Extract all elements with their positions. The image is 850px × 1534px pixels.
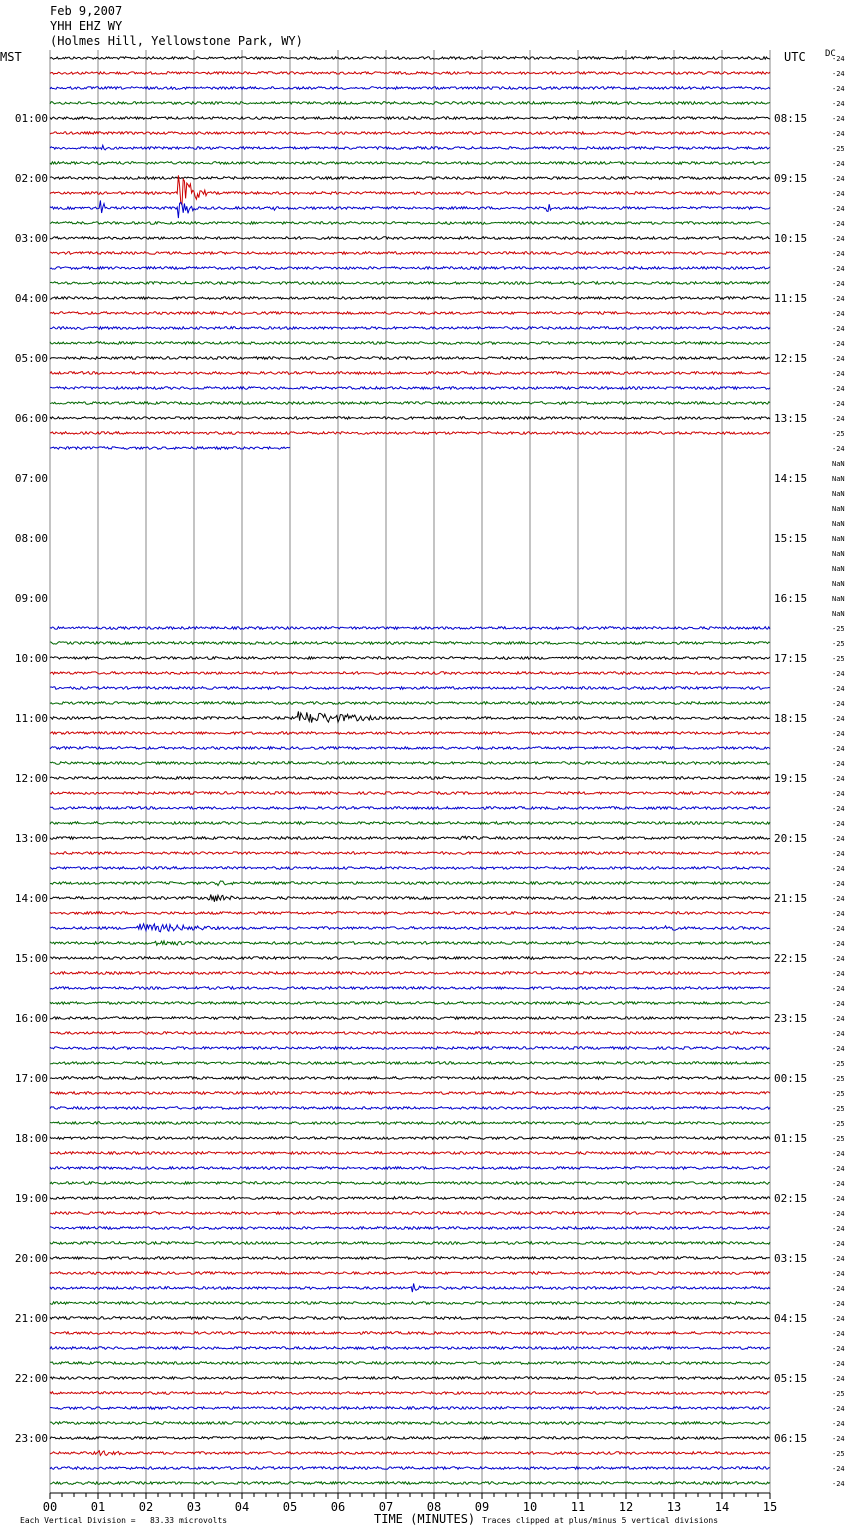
left-time-label: 11:00 <box>14 712 48 725</box>
right-time-label: 05:15 <box>774 1372 808 1385</box>
trace-18 <box>50 327 770 330</box>
dc-offset-label: -24 <box>832 1300 845 1308</box>
right-time-label: 18:15 <box>774 712 808 725</box>
trace-70 <box>50 1107 770 1110</box>
dc-offset-label: -25 <box>832 1120 845 1128</box>
trace-66 <box>50 1047 770 1050</box>
trace-51 <box>50 822 770 825</box>
left-time-label: 23:00 <box>14 1432 48 1445</box>
right-time-label: 16:15 <box>774 592 808 605</box>
clip-note: Traces clipped at plus/minus 5 vertical divisions <box>482 1516 719 1525</box>
dc-offset-label: -25 <box>832 1090 845 1098</box>
left-time-label: 13:00 <box>14 832 48 845</box>
x-tick-label: 06 <box>330 1500 346 1514</box>
dc-offset-label: -24 <box>832 1405 845 1413</box>
dc-offset-label: -24 <box>832 1210 845 1218</box>
dc-offset-label: -24 <box>832 1345 845 1353</box>
x-tick-label: 05 <box>282 1500 298 1514</box>
trace-11 <box>50 222 770 225</box>
trace-1 <box>50 72 770 75</box>
dc-offset-label: NaN <box>832 595 845 603</box>
right-time-label: 12:15 <box>774 352 808 365</box>
right-time-label: 04:15 <box>774 1312 808 1325</box>
left-time-label: 15:00 <box>14 952 48 965</box>
trace-57 <box>50 912 770 915</box>
dc-offset-label: -24 <box>832 715 845 723</box>
trace-45 <box>50 732 770 735</box>
dc-offset-label: NaN <box>832 550 845 558</box>
trace-94 <box>50 1467 770 1470</box>
dc-offset-label: -24 <box>832 925 845 933</box>
dc-offset-label: -25 <box>832 1060 845 1068</box>
dc-offset-label: -24 <box>832 985 845 993</box>
trace-19 <box>50 342 770 345</box>
left-time-label: 03:00 <box>14 232 48 245</box>
x-tick-label: 00 <box>42 1500 58 1514</box>
dc-offset-label: -24 <box>832 850 845 858</box>
trace-13 <box>50 252 770 255</box>
trace-17 <box>50 312 770 315</box>
dc-offset-label: -25 <box>832 1390 845 1398</box>
dc-offset-label: NaN <box>832 475 845 483</box>
header-date: Feb 9,2007 <box>50 4 123 18</box>
dc-offset-label: -24 <box>832 310 845 318</box>
right-time-label: 01:15 <box>774 1132 808 1145</box>
dc-offset-label: -25 <box>832 145 845 153</box>
dc-offset-label: -24 <box>832 370 845 378</box>
trace-2 <box>50 87 770 90</box>
dc-offset-label: -24 <box>832 355 845 363</box>
dc-offset-label: -24 <box>832 325 845 333</box>
trace-56 <box>50 895 770 902</box>
dc-offset-label: NaN <box>832 565 845 573</box>
header-location: (Holmes Hill, Yellowstone Park, WY) <box>50 34 303 48</box>
trace-15 <box>50 282 770 285</box>
trace-59 <box>50 941 770 945</box>
trace-87 <box>50 1362 770 1365</box>
dc-offset-label: -25 <box>832 430 845 438</box>
trace-71 <box>50 1122 770 1125</box>
x-tick-label: 11 <box>570 1500 586 1514</box>
right-time-label: 22:15 <box>774 952 808 965</box>
right-time-label: 00:15 <box>774 1072 808 1085</box>
dc-offset-label: -24 <box>832 790 845 798</box>
left-time-label: 22:00 <box>14 1372 48 1385</box>
dc-offset-label: -24 <box>832 1165 845 1173</box>
left-time-label: 01:00 <box>14 112 48 125</box>
dc-offset-label: NaN <box>832 535 845 543</box>
right-time-label: 13:15 <box>774 412 808 425</box>
trace-20 <box>50 357 770 360</box>
trace-8 <box>50 177 770 180</box>
dc-offset-label: -24 <box>832 1045 845 1053</box>
trace-40 <box>50 657 770 660</box>
dc-offset-label: NaN <box>832 460 845 468</box>
x-tick-label: 14 <box>714 1500 730 1514</box>
right-time-label: 14:15 <box>774 472 808 485</box>
trace-67 <box>50 1062 770 1065</box>
trace-86 <box>50 1347 770 1350</box>
dc-offset-label: -24 <box>832 295 845 303</box>
trace-76 <box>50 1197 770 1200</box>
trace-69 <box>50 1092 770 1095</box>
left-time-label: 14:00 <box>14 892 48 905</box>
dc-offset-label: -24 <box>832 220 845 228</box>
x-tick-label: 02 <box>138 1500 154 1514</box>
x-tick-label: 10 <box>522 1500 538 1514</box>
trace-42 <box>50 687 770 690</box>
dc-offset-label: -24 <box>832 865 845 873</box>
trace-14 <box>50 267 770 270</box>
dc-offset-label: -24 <box>832 685 845 693</box>
left-time-label: 17:00 <box>14 1072 48 1085</box>
dc-offset-label: -24 <box>832 760 845 768</box>
x-tick-label: 08 <box>426 1500 442 1514</box>
trace-74 <box>50 1167 770 1170</box>
dc-offset-label: -24 <box>832 1150 845 1158</box>
dc-offset-label: -24 <box>832 250 845 258</box>
dc-offset-label: -24 <box>832 1480 845 1488</box>
dc-corner-label: DC <box>825 49 836 59</box>
trace-95 <box>50 1482 770 1485</box>
dc-offset-label: NaN <box>832 610 845 618</box>
dc-offset-label: -24 <box>832 175 845 183</box>
dc-offset-label: -25 <box>832 1075 845 1083</box>
left-time-label: 08:00 <box>14 532 48 545</box>
dc-offset-label: -24 <box>832 1285 845 1293</box>
trace-84 <box>50 1317 770 1320</box>
left-time-label: 18:00 <box>14 1132 48 1145</box>
trace-6 <box>50 145 770 150</box>
trace-24 <box>50 417 770 420</box>
dc-offset-label: -24 <box>832 445 845 453</box>
trace-75 <box>50 1182 770 1185</box>
x-tick-label: 03 <box>186 1500 202 1514</box>
dc-offset-label: -24 <box>832 400 845 408</box>
trace-61 <box>50 972 770 975</box>
x-axis <box>43 1493 777 1514</box>
dc-offset-label: NaN <box>832 490 845 498</box>
right-time-label: 06:15 <box>774 1432 808 1445</box>
dc-offset-label: -24 <box>832 1180 845 1188</box>
dc-offset-label: -24 <box>832 970 845 978</box>
trace-48 <box>50 777 770 780</box>
dc-offset-label: -24 <box>832 55 845 63</box>
left-axis-title: MST <box>0 50 22 64</box>
dc-offset-label: -24 <box>832 1465 845 1473</box>
dc-offset-label: -24 <box>832 1270 845 1278</box>
x-tick-label: 13 <box>666 1500 682 1514</box>
left-time-label: 16:00 <box>14 1012 48 1025</box>
dc-offset-label: -24 <box>832 280 845 288</box>
dc-offset-label: -24 <box>832 670 845 678</box>
x-tick-label: 01 <box>90 1500 106 1514</box>
dc-offset-label: -24 <box>832 235 845 243</box>
dc-offset-label: -24 <box>832 100 845 108</box>
dc-offset-label: -24 <box>832 940 845 948</box>
dc-offset-label: -24 <box>832 1420 845 1428</box>
left-time-label: 04:00 <box>14 292 48 305</box>
trace-12 <box>50 237 770 240</box>
left-time-label: 19:00 <box>14 1192 48 1205</box>
trace-38 <box>50 627 770 630</box>
left-time-label: 05:00 <box>14 352 48 365</box>
trace-39 <box>50 642 770 645</box>
left-time-label: 07:00 <box>14 472 48 485</box>
dc-offset-label: -24 <box>832 1225 845 1233</box>
trace-54 <box>50 867 770 870</box>
trace-26 <box>50 447 290 450</box>
dc-offset-label: -24 <box>832 835 845 843</box>
trace-88 <box>50 1377 770 1380</box>
trace-79 <box>50 1242 770 1245</box>
dc-offset-label: -24 <box>832 955 845 963</box>
right-time-label: 19:15 <box>774 772 808 785</box>
scale-note: Each Vertical Division = 83.33 microvolts <box>20 1516 228 1525</box>
trace-52 <box>50 836 770 839</box>
dc-offset-label: -24 <box>832 265 845 273</box>
trace-92 <box>50 1437 770 1440</box>
trace-23 <box>50 402 770 405</box>
trace-78 <box>50 1227 770 1230</box>
dc-offset-label: -24 <box>832 1315 845 1323</box>
trace-58 <box>50 924 770 932</box>
dc-offset-label: -24 <box>832 115 845 123</box>
dc-offset-label: -25 <box>832 1105 845 1113</box>
trace-7 <box>50 162 770 165</box>
x-tick-label: 09 <box>474 1500 490 1514</box>
dc-offset-label: -25 <box>832 655 845 663</box>
dc-offset-label: -24 <box>832 385 845 393</box>
right-time-label: 23:15 <box>774 1012 808 1025</box>
right-time-label: 17:15 <box>774 652 808 665</box>
left-time-label: 02:00 <box>14 172 48 185</box>
trace-25 <box>50 432 770 435</box>
dc-offset-label: -25 <box>832 640 845 648</box>
vertical-gridlines <box>50 50 770 1493</box>
trace-91 <box>50 1422 770 1425</box>
left-time-label: 12:00 <box>14 772 48 785</box>
right-time-label: 20:15 <box>774 832 808 845</box>
trace-65 <box>50 1032 770 1035</box>
dc-offset-label: -24 <box>832 1360 845 1368</box>
right-time-label: 09:15 <box>774 172 808 185</box>
trace-5 <box>50 132 770 135</box>
trace-83 <box>50 1302 770 1305</box>
header-station: YHH EHZ WY <box>50 19 123 33</box>
left-time-label: 10:00 <box>14 652 48 665</box>
trace-80 <box>50 1257 770 1260</box>
right-time-label: 11:15 <box>774 292 808 305</box>
right-time-label: 15:15 <box>774 532 808 545</box>
dc-offset-label: -24 <box>832 1030 845 1038</box>
trace-group <box>50 57 770 1485</box>
dc-offset-label: -24 <box>832 805 845 813</box>
trace-73 <box>50 1152 770 1155</box>
trace-16 <box>50 297 770 300</box>
dc-offset-label: -24 <box>832 130 845 138</box>
right-axis-title: UTC <box>784 50 806 64</box>
left-time-label: 21:00 <box>14 1312 48 1325</box>
trace-4 <box>50 117 770 120</box>
right-time-label: 21:15 <box>774 892 808 905</box>
trace-49 <box>50 792 770 795</box>
dc-offset-label: -24 <box>832 820 845 828</box>
trace-53 <box>50 852 770 855</box>
trace-81 <box>50 1272 770 1275</box>
dc-offset-label: -24 <box>832 1195 845 1203</box>
dc-offset-label: -24 <box>832 1240 845 1248</box>
left-time-label: 09:00 <box>14 592 48 605</box>
trace-43 <box>50 702 770 705</box>
x-tick-label: 12 <box>618 1500 634 1514</box>
dc-offset-label: -24 <box>832 85 845 93</box>
left-time-label: 06:00 <box>14 412 48 425</box>
dc-offset-label: -24 <box>832 745 845 753</box>
trace-22 <box>50 387 770 390</box>
dc-offset-label: -24 <box>832 70 845 78</box>
trace-55 <box>50 881 770 886</box>
trace-3 <box>50 102 770 105</box>
dc-offset-label: -24 <box>832 190 845 198</box>
dc-offset-label: NaN <box>832 505 845 513</box>
dc-offset-label: -24 <box>832 1435 845 1443</box>
dc-offset-label: -24 <box>832 160 845 168</box>
trace-21 <box>50 372 770 375</box>
trace-0 <box>50 57 770 60</box>
trace-47 <box>50 762 770 765</box>
trace-77 <box>50 1212 770 1215</box>
trace-89 <box>50 1392 770 1395</box>
trace-60 <box>50 957 770 960</box>
trace-50 <box>50 807 770 810</box>
dc-offset-label: -24 <box>832 880 845 888</box>
right-time-label: 03:15 <box>774 1252 808 1265</box>
x-tick-label: 15 <box>762 1500 778 1514</box>
dc-offset-label: -24 <box>832 895 845 903</box>
dc-offset-label: -25 <box>832 625 845 633</box>
trace-68 <box>50 1077 770 1080</box>
dc-offset-label: -24 <box>832 415 845 423</box>
x-tick-label: 07 <box>378 1500 394 1514</box>
x-axis-title: TIME (MINUTES) <box>374 1512 476 1526</box>
dc-offset-label: -24 <box>832 1375 845 1383</box>
trace-93 <box>50 1451 770 1456</box>
right-time-label: 08:15 <box>774 112 808 125</box>
right-time-label: 10:15 <box>774 232 808 245</box>
dc-offset-label: -24 <box>832 1255 845 1263</box>
trace-10 <box>50 200 770 218</box>
trace-63 <box>50 1002 770 1005</box>
trace-62 <box>50 987 770 990</box>
dc-offset-label: -24 <box>832 730 845 738</box>
dc-offset-label: -25 <box>832 1450 845 1458</box>
dc-offset-label: NaN <box>832 520 845 528</box>
dc-offset-label: -24 <box>832 340 845 348</box>
dc-offset-label: -24 <box>832 700 845 708</box>
trace-82 <box>50 1284 770 1293</box>
trace-72 <box>50 1137 770 1140</box>
dc-offset-label: -24 <box>832 205 845 213</box>
trace-64 <box>50 1017 770 1020</box>
left-time-label: 20:00 <box>14 1252 48 1265</box>
x-tick-label: 04 <box>234 1500 250 1514</box>
trace-46 <box>50 747 770 750</box>
dc-offset-label: -24 <box>832 1000 845 1008</box>
trace-41 <box>50 672 770 675</box>
dc-offset-label: -25 <box>832 1135 845 1143</box>
trace-85 <box>50 1332 770 1335</box>
trace-90 <box>50 1407 770 1410</box>
dc-offset-label: -24 <box>832 775 845 783</box>
trace-44 <box>50 711 770 722</box>
dc-offset-label: NaN <box>832 580 845 588</box>
dc-offset-label: -24 <box>832 1015 845 1023</box>
right-time-label: 02:15 <box>774 1192 808 1205</box>
dc-offset-label: -24 <box>832 1330 845 1338</box>
dc-offset-label: -24 <box>832 910 845 918</box>
